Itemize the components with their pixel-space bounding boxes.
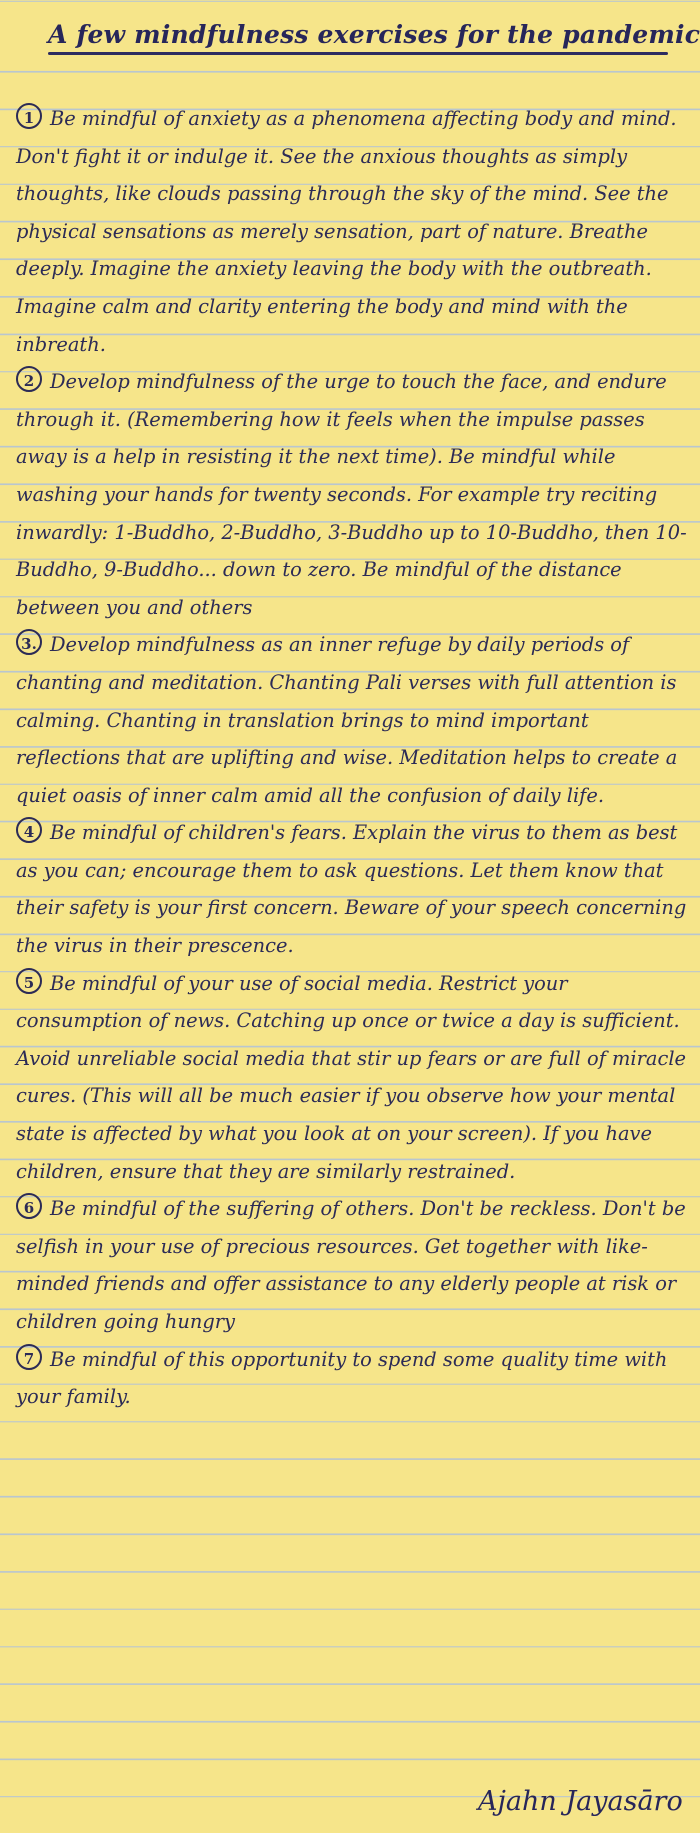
- item-text-4: Be mindful of children's fears. Explain the virus to them as best as you can; encourage them to ask questions. Let them know that their safety is your first concern. Beware of your speech concerning the virus in their prescence.: [16, 821, 687, 958]
- item-number-3: 3.: [16, 629, 42, 655]
- item-text-5: Be mindful of your use of social media. Restrict your consumption of news. Catching up once or twice a day is sufficient. Avoid unreliable social media that stir up fears or are full of miracle cures. (This will all be much easier if you observe how your mental state is affected by what you look at on your screen). If you have children, ensure that they are similarly restrained.: [16, 971, 686, 1183]
- item-text-7: Be mindful of this opportunity to spend some quality time with your family.: [16, 1347, 668, 1409]
- item-number-1: 1: [16, 103, 42, 129]
- item-number-4: 4: [16, 817, 42, 843]
- item-number-6: 6: [16, 1193, 42, 1219]
- exercise-item-1: [16, 100, 692, 363]
- item-number-5: 5: [16, 968, 42, 994]
- item-text-6: Be mindful of the suffering of others. Don't be reckless. Don't be selfish in your use of precious resources. Get together with like-minded friends and offer assistance to any elderly people at risk or children going hungry: [16, 1197, 686, 1333]
- exercise-item-6: [16, 1190, 692, 1340]
- exercise-item-2: [16, 363, 692, 626]
- exercise-item-5: [16, 965, 692, 1191]
- item-text-2: Develop mindfulness of the urge to touch the face, and endure through it. (Remembering how it feels when the impulse passes away is a help in resisting it the next time). Be mindful while washing your hands for twenty seconds. For example try reciting inwardly: 1-Buddho, 2-Buddho, 3-Buddho up to 10-Buddho, then 10-Buddho, 9-Buddho... down to zero. Be mindful of the distance between you and others: [16, 370, 687, 619]
- title-underline: [48, 52, 668, 55]
- item-number-2: 2: [16, 366, 42, 392]
- item-number-7: 7: [16, 1344, 42, 1370]
- item-text-3: Develop mindfulness as an inner refuge by daily periods of chanting and meditation. Chanting Pali verses with full attention is calming. Chanting in translation brings to mind important reflections that are uplifting and wise. Meditation helps to create a quiet oasis of inner calm amid all the confusion of daily life.: [16, 633, 678, 807]
- exercise-item-7: [16, 1341, 692, 1416]
- item-text-1: Be mindful of anxiety as a phenomena affecting body and mind. Don't fight it or indulge it. See the anxious thoughts as simply thoughts, like clouds passing through the sky of the mind. See the physical sensations as merely sensation, part of nature. Breathe deeply. Imagine the anxiety leaving the body with the outbreath. Imagine calm and clarity entering the body and mind with the inbreath.: [16, 107, 677, 356]
- page-title: A few mindfulness exercises for the pandemic: [48, 20, 700, 49]
- exercise-list: [16, 100, 692, 1416]
- exercise-item-3: [16, 626, 692, 814]
- exercise-item-4: [16, 814, 692, 964]
- author-signature: Ajahn Jayasāro: [478, 1786, 683, 1817]
